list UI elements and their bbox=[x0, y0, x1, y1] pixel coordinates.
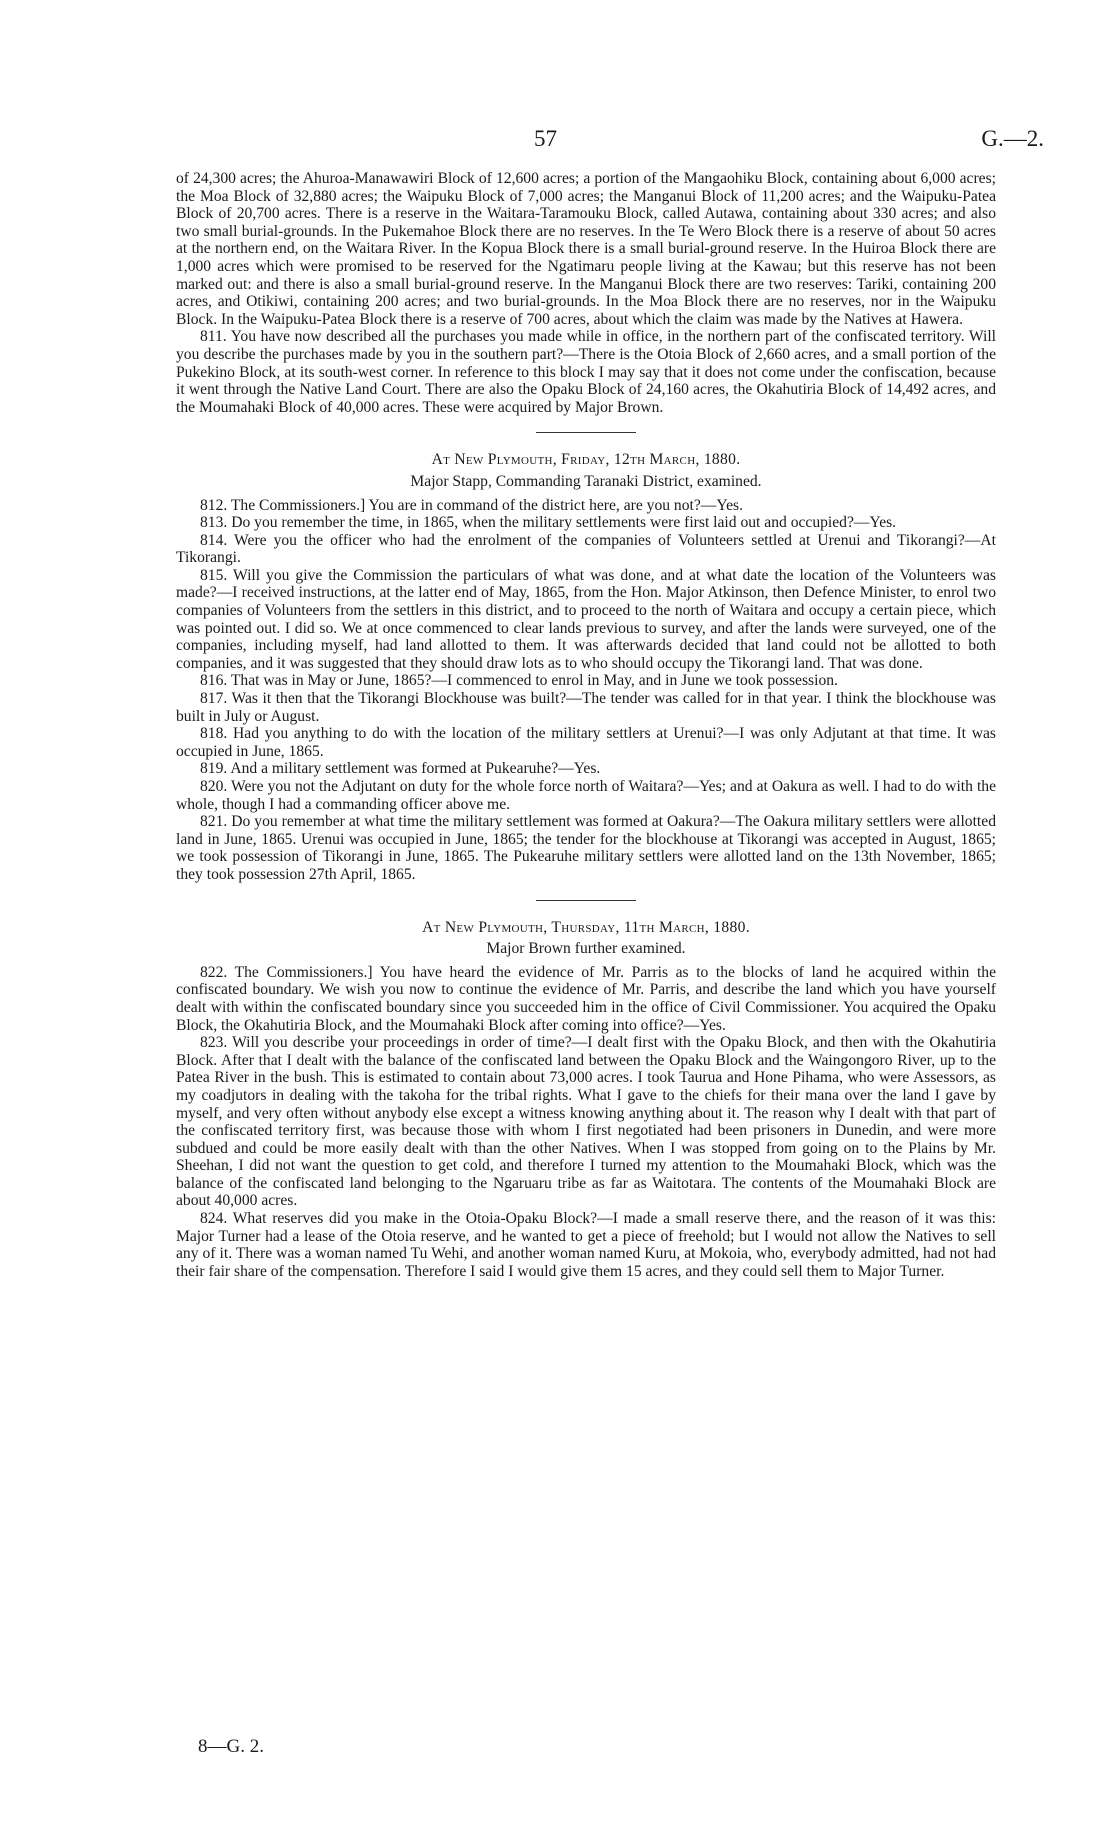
paragraph: 818. Had you anything to do with the location of the military settlers at Urenui?—I was only Adjutant at that time. It was occupied in June, 1865. bbox=[176, 725, 996, 760]
page-number: 57 bbox=[534, 126, 557, 151]
paragraph: 813. Do you remember the time, in 1865, when the military settlements were first laid out and occupied?—Yes. bbox=[200, 514, 897, 532]
paragraph: 811. You have now described all the purchases you made while in office, in the northern part of the confiscated territory. Will you describe the purchases made by you in the southern part?—There is the Otoia Block of 2,660 acres, and a small portion of the Pukekino Block, at its south-west corner. In reference to this block I may say that it does not come under the confiscation, because it went through the Native Land Court. There are also the Opaku Block of 24,160 acres, the Okahutiria Block of 14,492 acres, and the Moumahaki Block of 40,000 acres. These were acquired by Major Brown. bbox=[176, 328, 996, 416]
section-subheading: Major Stapp, Commanding Taranaki District, examined. bbox=[410, 472, 762, 490]
document-body bbox=[176, 170, 996, 1280]
section-subheading: Major Brown further examined. bbox=[486, 940, 686, 958]
paragraph: 814. Were you the officer who had the enrolment of the companies of Volunteers settled at Urenui and Tikorangi?—At Tikorangi. bbox=[176, 531, 996, 567]
document-reference: G.—2. bbox=[981, 126, 1044, 151]
paragraph: 812. The Commissioners.] You are in command of the district here, are you not?—Yes. bbox=[200, 496, 743, 514]
page-header bbox=[0, 126, 1114, 156]
paragraph: 815. Will you give the Commission the particulars of what was done, and at what date the location of the Volunteers was made?—I received instructions, at the latter end of May, 1865, from the Hon. Major Atkinson, then Defence Minister, to enrol two companies of Volunteers from the settlers in this district, and to proceed to the north of Waitara and occupy a certain piece, which was pointed out. I did so. We at once commenced to clear lands previous to survey, and after the lands were surveyed, one of the companies, including myself, had land allotted to them. It was afterwards decided that land could not be allotted to both companies, and it was suggested that they should draw lots as to who should occupy the Tikorangi land. That was done. bbox=[176, 566, 996, 672]
paragraph: 824. What reserves did you make in the Otoia-Opaku Block?—I made a small reserve there, and the reason of it was this: Major Turner had a lease of the Otoia reserve, and he wanted to get a piece of freehold; but I would not allow the Natives to sell any of it. There was a woman named Tu Wehi, and another woman named Kuru, at Mokoia, who, everybody admitted, had not had their fair share of the compensation. Therefore I said I would give them 15 acres, and they could sell them to Major Turner. bbox=[176, 1210, 996, 1280]
section-divider bbox=[536, 900, 636, 901]
signature-mark: 8—G. 2. bbox=[198, 1736, 264, 1757]
paragraph: 820. Were you not the Adjutant on duty for the whole force north of Waitara?—Yes; and at Oakura as well. I had to do with the whole, though I had a commanding officer above me. bbox=[176, 778, 996, 813]
paragraph: 816. That was in May or June, 1865?—I commenced to enrol in May, and in June we took possession. bbox=[200, 672, 838, 690]
paragraph: 822. The Commissioners.] You have heard the evidence of Mr. Parris as to the blocks of land he acquired within the confiscated boundary. We wish you now to continue the evidence of Mr. Parris, and describe the land which you have yourself dealt with within the confiscated boundary since you succeeded him in the office of Civil Commissioner. You acquired the Opaku Block, the Okahutiria Block, and the Moumahaki Block after coming into office?—Yes. bbox=[176, 963, 996, 1034]
paragraph: of 24,300 acres; the Ahuroa-Manawawiri Block of 12,600 acres; a portion of the Mangaohiku Block, containing about 6,000 acres; the Moa Block of 32,880 acres; the Waipuku Block of 7,000 acres; the Manganui Block of 11,200 acres; and the Waipuku-Patea Block of 20,700 acres. There is a reserve in the Waitara-Taramouku Block, called Autawa, containing about 330 acres; and also two small burial-grounds. In the Pukemahoe Block there are no reserves. In the Te Wero Block there is a reserve of about 50 acres at the northern end, on the Waitara River. In the Kopua Block there is a small burial-ground reserve. In the Huiroa Block there are 1,000 acres which were promised to be reserved for the Ngatimaru people living at the Kawau; but this reserve has not been marked out: and there is also a small burial-ground reserve. In the Manganui Block there are two reserves: Tariki, containing 200 acres, and Otikiwi, containing 200 acres; and two burial-grounds. In the Moa Block there are no reserves, nor in the Waipuku Block. In the Waipuku-Patea Block there is a reserve of 700 acres, about which the claim was made by the Natives at Hawera. bbox=[176, 170, 996, 328]
section-heading: At New Plymouth, Thursday, 11th March, 1880. bbox=[422, 918, 750, 936]
paragraph: 821. Do you remember at what time the military settlement was formed at Oakura?—The Oakura military settlers were allotted land in June, 1865. Urenui was occupied in June, 1865; the tender for the blockhouse at Tikorangi was accepted in August, 1865; we took possession of Tikorangi in June, 1865. The Pukearuhe military settlers were allotted land on the 13th November, 1865; they took possession 27th April, 1865. bbox=[176, 813, 996, 883]
paragraph: 817. Was it then that the Tikorangi Blockhouse was built?—The tender was called for in that year. I think the blockhouse was built in July or August. bbox=[176, 690, 996, 725]
section-heading: At New Plymouth, Friday, 12th March, 1880. bbox=[431, 451, 741, 469]
section-divider bbox=[536, 432, 636, 433]
paragraph: 819. And a military settlement was formed at Pukearuhe?—Yes. bbox=[200, 760, 601, 778]
paragraph: 823. Will you describe your proceedings in order of time?—I dealt first with the Opaku Block, and then with the Okahutiria Block. After that I dealt with the balance of the confiscated land between the Opaku Block and the Waingongoro River, up to the Patea River in the bush. This is estimated to contain about 73,000 acres. I took Taurua and Hone Pihama, who were Assessors, as my coadjutors in dealing with the takoha for the tribal rights. What I gave to the chiefs for their mana over the land I gave by myself, and very often without anybody else except a witness knowing anything about it. The reason why I dealt with that part of the confiscated territory first, was because those with whom I first negotiated had been prisoners in Dunedin, and were more subdued and could be more easily dealt with than the other Natives. When I was stopped from going on to the Plains by Mr. Sheehan, I did not want the question to get cold, and therefore I turned my attention to the Moumahaki Block, which was the balance of the confiscated land belonging to the Ngaruaru tribe as far as Waitotara. The contents of the Moumahaki Block are about 40,000 acres. bbox=[176, 1034, 996, 1210]
